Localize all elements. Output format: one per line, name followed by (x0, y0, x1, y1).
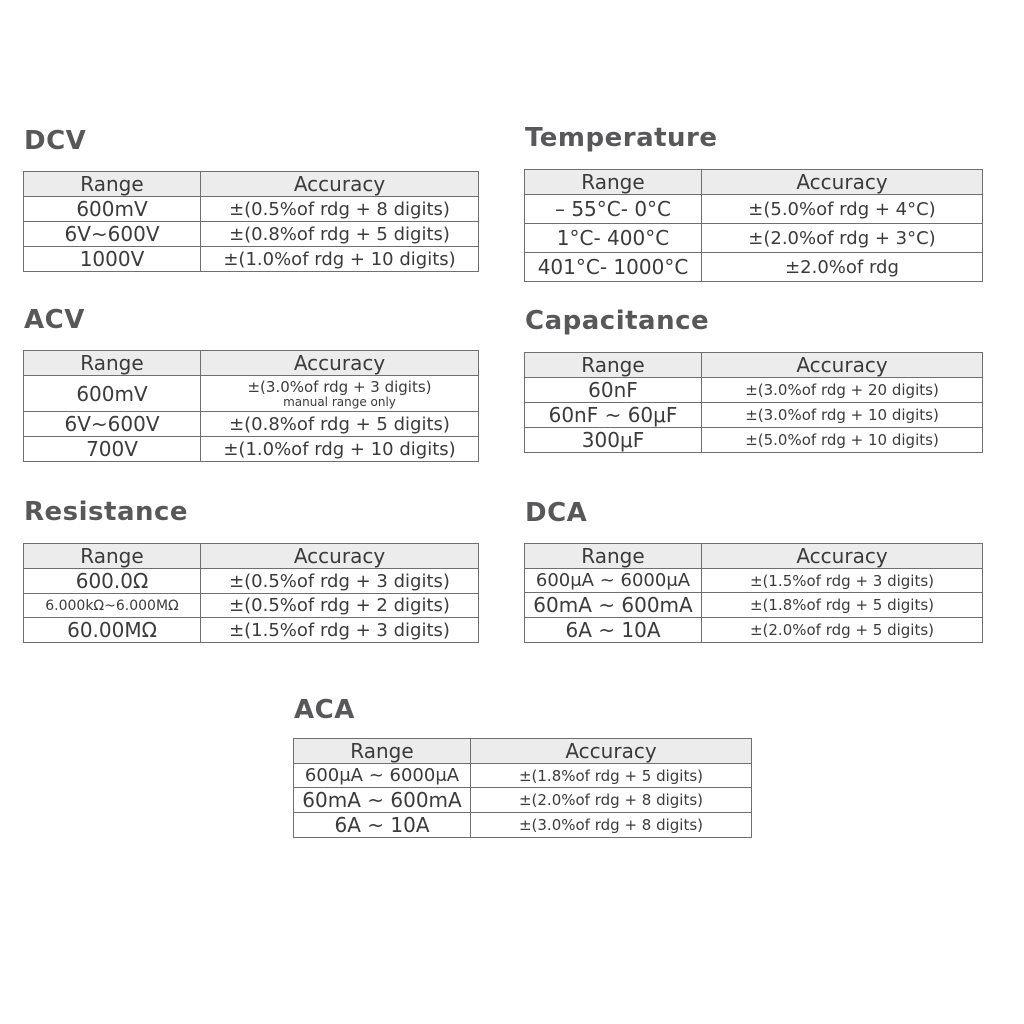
table-row (24, 376, 479, 412)
range-cell: 6A ~ 10A (525, 618, 702, 643)
accuracy-text: ±(3.0%of rdg + 3 digits) (247, 377, 432, 396)
accuracy-cell: ±(3.0%of rdg + 8 digits) (471, 813, 752, 838)
range-column-header: Range (24, 172, 201, 197)
range-cell: 600μA ~ 6000μA (525, 569, 702, 593)
table-header-row (24, 172, 479, 197)
range-cell: 6V~600V (24, 412, 201, 437)
accuracy-cell: ±(1.5%of rdg + 3 digits) (201, 618, 479, 643)
accuracy-column-header: Accuracy (702, 353, 983, 378)
accuracy-column-header: Accuracy (201, 544, 479, 569)
accuracy-cell: ±(2.0%of rdg + 8 digits) (471, 788, 752, 813)
accuracy-cell: ±(1.8%of rdg + 5 digits) (702, 593, 983, 618)
accuracy-column-header: Accuracy (702, 544, 983, 569)
range-cell: 60nF ~ 60μF (525, 403, 702, 428)
accuracy-cell: ±(0.5%of rdg + 2 digits) (201, 594, 479, 618)
accuracy-cell: ±(1.0%of rdg + 10 digits) (201, 437, 479, 462)
range-cell: 60mA ~ 600mA (525, 593, 702, 618)
accuracy-cell: ±(1.5%of rdg + 3 digits) (702, 569, 983, 593)
range-column-header: Range (24, 351, 201, 376)
range-cell: 6.000kΩ~6.000MΩ (24, 594, 201, 618)
range-cell: 6V~600V (24, 222, 201, 247)
accuracy-cell: ±(0.5%of rdg + 8 digits) (201, 197, 479, 222)
accuracy-cell: ±(0.8%of rdg + 5 digits) (201, 222, 479, 247)
acv-section-title: ACV (24, 305, 85, 335)
dcv-section-title: DCV (24, 126, 87, 156)
range-cell: 1°C- 400°C (525, 224, 702, 253)
table-row (294, 788, 752, 813)
table-header-row (525, 353, 983, 378)
accuracy-cell: ±2.0%of rdg (702, 253, 983, 282)
table-header-row (24, 351, 479, 376)
table-header-row (525, 544, 983, 569)
range-cell: 600mV (24, 376, 201, 412)
table-row (24, 412, 479, 437)
accuracy-cell: ±(2.0%of rdg + 3°C) (702, 224, 983, 253)
table-row (525, 428, 983, 453)
range-cell: – 55°C- 0°C (525, 195, 702, 224)
table-row (24, 569, 479, 594)
acv-table (23, 350, 479, 462)
range-cell: 60nF (525, 378, 702, 403)
range-column-header: Range (24, 544, 201, 569)
table-row (294, 764, 752, 788)
accuracy-column-header: Accuracy (471, 739, 752, 764)
table-row (525, 403, 983, 428)
accuracy-cell: ±(3.0%of rdg + 10 digits) (702, 403, 983, 428)
dca-table (524, 543, 983, 643)
range-cell: 700V (24, 437, 201, 462)
accuracy-column-header: Accuracy (702, 170, 983, 195)
range-cell: 600μA ~ 6000μA (294, 764, 471, 788)
accuracy-cell: ±(5.0%of rdg + 10 digits) (702, 428, 983, 453)
range-cell: 401°C- 1000°C (525, 253, 702, 282)
resistance-table (23, 543, 479, 643)
accuracy-column-header: Accuracy (201, 172, 479, 197)
accuracy-note: manual range only (283, 395, 396, 410)
range-column-header: Range (525, 170, 702, 195)
resistance-section-title: Resistance (24, 497, 189, 527)
accuracy-cell: ±(2.0%of rdg + 5 digits) (702, 618, 983, 643)
table-header-row (525, 170, 983, 195)
range-cell: 60.00MΩ (24, 618, 201, 643)
table-row (294, 813, 752, 838)
capacitance-table (524, 352, 983, 453)
table-header-row (294, 739, 752, 764)
accuracy-cell: ±(1.0%of rdg + 10 digits) (201, 247, 479, 272)
range-cell: 6A ~ 10A (294, 813, 471, 838)
temperature-table (524, 169, 983, 282)
table-row (24, 437, 479, 462)
aca-section-title: ACA (294, 695, 355, 725)
dcv-table (23, 171, 479, 272)
accuracy-cell: ±(0.5%of rdg + 3 digits) (201, 569, 479, 594)
table-header-row (24, 544, 479, 569)
range-cell: 300μF (525, 428, 702, 453)
table-row (24, 594, 479, 618)
accuracy-cell: ±(5.0%of rdg + 4°C) (702, 195, 983, 224)
table-row (24, 222, 479, 247)
range-column-header: Range (294, 739, 471, 764)
range-column-header: Range (525, 544, 702, 569)
capacitance-section-title: Capacitance (525, 306, 710, 336)
accuracy-cell: ±(1.8%of rdg + 5 digits) (471, 764, 752, 788)
table-row (525, 593, 983, 618)
range-cell: 600mV (24, 197, 201, 222)
accuracy-column-header: Accuracy (201, 351, 479, 376)
range-cell: 600.0Ω (24, 569, 201, 594)
accuracy-cell: ±(3.0%of rdg + 20 digits) (702, 378, 983, 403)
table-row (525, 569, 983, 593)
range-column-header: Range (525, 353, 702, 378)
table-row (525, 224, 983, 253)
accuracy-cell (201, 376, 479, 412)
table-row (24, 197, 479, 222)
table-row (525, 618, 983, 643)
table-row (525, 378, 983, 403)
temperature-section-title: Temperature (525, 123, 718, 153)
dca-section-title: DCA (525, 498, 588, 528)
table-row (525, 253, 983, 282)
table-row (24, 247, 479, 272)
accuracy-cell: ±(0.8%of rdg + 5 digits) (201, 412, 479, 437)
range-cell: 60mA ~ 600mA (294, 788, 471, 813)
table-row (525, 195, 983, 224)
range-cell: 1000V (24, 247, 201, 272)
table-row (24, 618, 479, 643)
aca-table (293, 738, 752, 838)
